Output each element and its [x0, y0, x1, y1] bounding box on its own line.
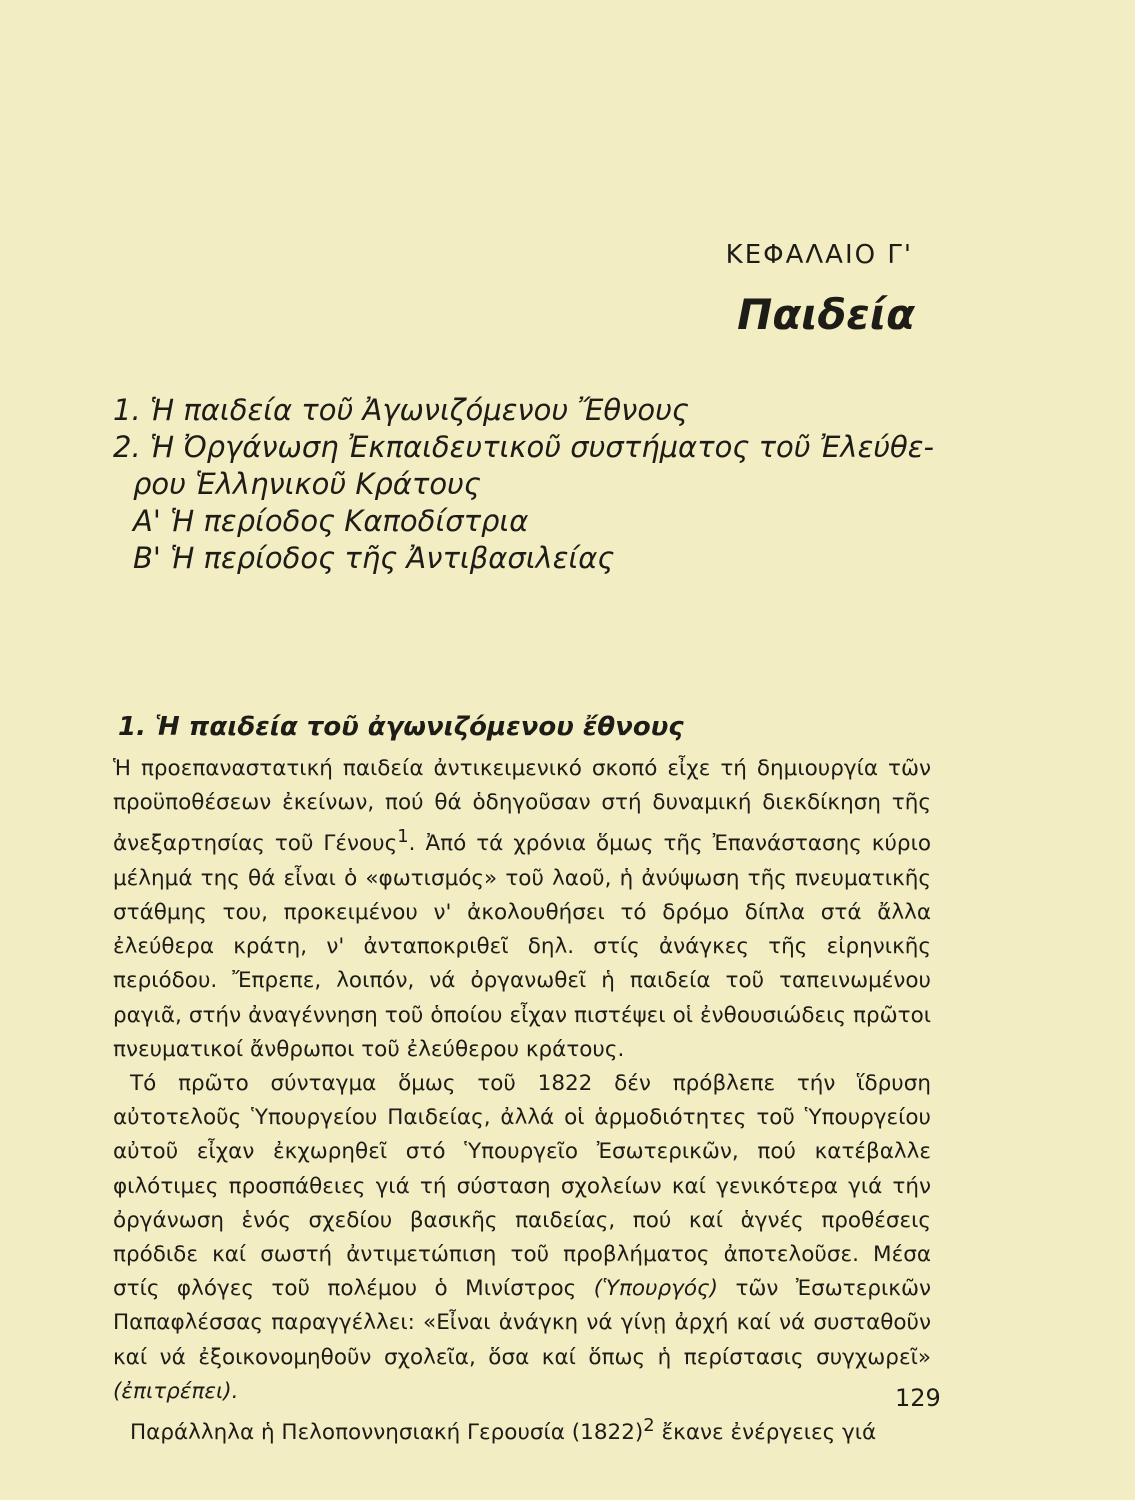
chapter-title: Παιδεία	[737, 290, 915, 339]
paragraph-1	[113, 752, 931, 1067]
paragraph-2-text-b: τῶν Ἐσωτερικῶν Παπαφλέσσας παραγγέλλει: «Εἶναι ἀνάγκη νά γίνῃ ἀρχή καί νά συσταθοῦν καί νά ἐξοικονομηθοῦν σχολεῖα, ὅσα καί ὅπως ἡ περίστασις συγχωρεῖ»	[113, 1276, 931, 1370]
paragraph-3-text-b: ἔκανε ἐνέργειες γιά	[654, 1420, 877, 1446]
paragraph-2-text-a: Τό πρῶτο σύνταγμα ὅμως τοῦ 1822 δέν πρόβλεπε τήν ἵδρυση αὐτοτελοῦς Ὑπουργείου Παιδείας, ἀλλά οἱ ἁρμοδιότητες τοῦ Ὑπουργείου αὐτοῦ εἶχαν ἐκχωρηθεῖ στό Ὑπουργεῖο Ἐσωτερικῶν, πού κατέβαλλε φιλότιμες προσπάθειες γιά τή σύσταση σχολείων καί γενικότερα γιά τήν ὀργάνωση ἑνός σχεδίου βασικῆς παιδείας, πού καί ἁγνές προθέσεις πρόδιδε καί σωστή ἀντιμετώπιση τοῦ προβλήματος ἀποτελοῦσε. Μέσα στίς φλόγες τοῦ πολέμου ὁ Μινίστρος	[113, 1070, 931, 1302]
toc-item-2-continued: ρου Ἑλληνικοῦ Κράτους	[133, 467, 481, 501]
paragraph-1-text-a: Ἡ προεπαναστατική παιδεία ἀντικειμενικό σκοπό εἶχε τή δημιουργία τῶν προϋποθέσεων ἐκείνων, πού θά ὁδηγοῦσαν στή δυναμική διεκδίκηση τῆς ἀνεξαρτησίας τοῦ Γένους	[113, 756, 931, 857]
page-number: 129	[895, 1384, 941, 1412]
paragraph-2-gloss-2: (ἐπιτρέπει).	[113, 1378, 239, 1404]
toc-subitem-a: Α' Ἡ περίοδος Καποδίστρια	[133, 504, 529, 538]
toc-subitem-b: Β' Ἡ περίοδος τῆς Ἀντιβασιλείας	[133, 541, 615, 575]
paragraph-2	[113, 1067, 931, 1409]
paragraph-2-gloss-1: (Ὑπουργός)	[593, 1276, 719, 1302]
paragraph-3-text-a: Παράλληλα ἡ Πελοποννησιακή Γερουσία (1822)	[130, 1420, 644, 1446]
chapter-label: ΚΕΦΑΛΑΙΟ Γ'	[725, 240, 913, 270]
table-of-contents	[113, 392, 943, 577]
footnote-ref-2: 2	[643, 1415, 655, 1437]
footnote-ref-1: 1	[397, 826, 409, 848]
paragraph-1-text-b: . Ἀπό τά χρόνια ὅμως τῆς Ἐπανάστασης κύριο μέλημά της θά εἶναι ὁ «φωτισμός» τοῦ λαοῦ, ἡ ἀνύψωση τῆς πνευματικῆς στάθμης του, προκειμένου ν' ἀκολουθήσει τό δρόμο δίπλα στά ἄλλα ἐλεύθερα κράτη, ν' ἀνταποκριθεῖ δηλ. στίς ἀνάγκες τῆς εἰρηνικῆς περιόδου. Ἔπρεπε, λοιπόν, νά ὀργανωθεῖ ἡ παιδεία τοῦ ταπεινωμένου ραγιᾶ, στήν ἀναγέννηση τοῦ ὁποίου εἶχαν πιστέψει οἱ ἐνθουσιώδεις πρῶτοι πνευματικοί ἄνθρωποι τοῦ ἐλεύθερου κράτους.	[113, 831, 931, 1062]
toc-item-2: 2. Ἡ Ὀργάνωση Ἐκπαιδευτικοῦ συστήματος τοῦ Ἐλεύθε-	[113, 430, 934, 464]
paragraph-3	[113, 1409, 931, 1450]
section-heading: 1. Ἡ παιδεία τοῦ ἀγωνιζόμενου ἔθνους	[118, 712, 684, 742]
toc-item-1: 1. Ἡ παιδεία τοῦ Ἀγωνιζόμενου Ἔθνους	[113, 393, 689, 427]
body-text	[113, 752, 931, 1450]
